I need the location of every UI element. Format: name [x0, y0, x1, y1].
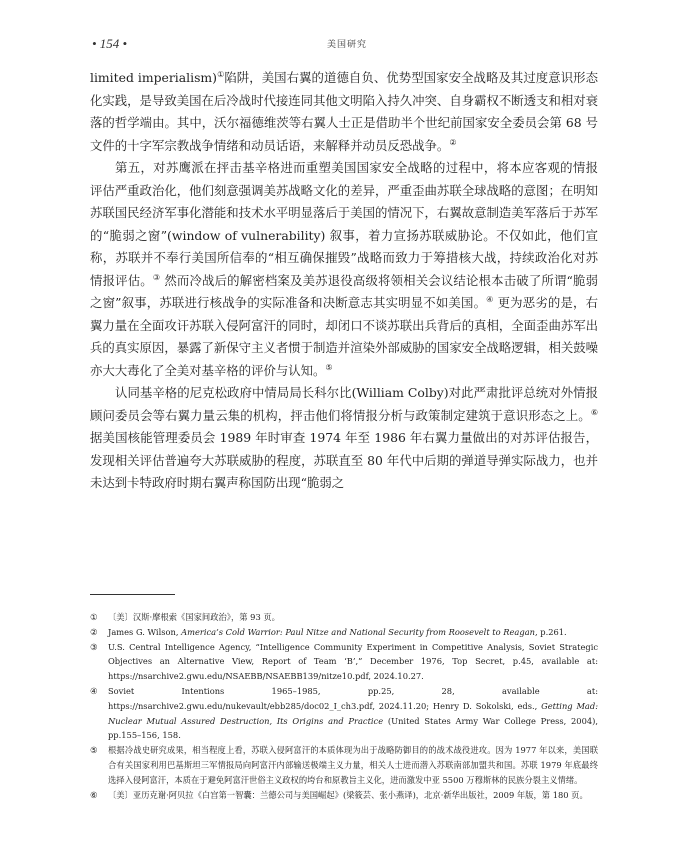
footnotes	[90, 610, 598, 802]
footnote-ref: ④	[486, 295, 494, 304]
footnote	[90, 743, 598, 787]
italic-title: Getting Mad: Nuclear Mutual Assured Destruction, Its Origins and Practice	[108, 700, 598, 726]
text-run: Soviet Intentions 1965–1985, pp.25, 28, available at: https://nsarchive2.gwu.edu/nukevault/ebb285/doc02_I_ch3.pdf, 2024.11.20; Henry D. Sokolski, eds.,	[108, 685, 598, 711]
text-run: U.S. Central Intelligence Agency, “Intelligence Community Experiment in Competitive Analysis, Soviet Strategic Objectives an Alternative View, Report of Team ‘B’,” December 1976, Top Secret, p.45, available at: https://nsarchive2.gwu.edu/NSAEBB/NSAEBB139/nitze10.pdf, 2024.10.27.	[108, 641, 598, 682]
footnote-divider	[90, 594, 175, 595]
footnote-text	[108, 788, 598, 803]
footnote-text	[108, 743, 598, 787]
page-header	[92, 36, 602, 52]
footnote	[90, 610, 598, 625]
footnote-mark: ③	[90, 641, 98, 652]
footnote-text	[108, 640, 598, 684]
text-run: 陷阱，美国右翼的道德自负、优势型国家安全战略及其过度意识形态化实践，是导致美国在后冷战时代接连同其他文明陷入持久冲突、自身霸权不断透支和相对衰落的哲学端由。其中，沃尔福德维茨等右翼人士正是借助半个世纪前国家安全委员会第 68 号文件的十字军宗教战争情绪和动员话语，来解释并动员反恐战争。	[90, 70, 599, 153]
footnote	[90, 625, 598, 640]
text-run: limited imperialism)	[90, 70, 218, 85]
footnote-mark: ②	[90, 626, 98, 637]
footnote	[90, 684, 598, 743]
text-run: 认同基辛格的尼克松政府中情局局长科尔比(William Colby)对此严肃批评总统对外情报顾问委员会等右翼力量云集的机构，抨击他们将情报分析与政策制定建筑于意识形态之上。	[90, 385, 598, 423]
footnote-text	[108, 684, 598, 743]
text-run: 根据冷战史研究成果，相当程度上看，苏联入侵阿富汗的本质体现为出于战略防御目的的战术战役进攻。因为 1977 年以来，美国联合有关国家利用巴基斯坦三军情报局向阿富汗内部输送极端主义力量，相关人士进而潜入苏联南部加盟共和国。苏联 1979 年底最终选择入侵阿富汗，本质在于避免阿富汗世俗主义政权的垮台和原教旨主义化，进而激发中亚 5500 万穆斯林的民族分裂主义情绪。	[108, 745, 598, 785]
text-run: James G. Wilson,	[108, 626, 182, 637]
footnote-ref: ⑥	[590, 407, 598, 417]
text-run: 更为恶劣的是，右翼力量在全面攻讦苏联入侵阿富汗的同时，却闭口不谈苏联出兵背后的真相，全面歪曲苏军出兵的真实原因，暴露了新保守主义者惯于制造并渲染外部威胁的国家安全战略逻辑，相关鼓噪亦大大毒化了全美对基辛格的评价与认知。	[90, 295, 599, 378]
footnote-mark: ⑤	[90, 745, 98, 756]
footnote-ref: ①	[217, 70, 225, 79]
footnote-mark: ④	[90, 685, 98, 696]
text-run: 〔美〕亚历克谢·阿贝拉《白宫第一智囊：兰德公司与美国崛起》(梁筱芸、张小燕译)，北京·新华出版社，2009 年版，第 180 页。	[108, 789, 588, 800]
paragraph	[90, 67, 598, 157]
footnote-mark: ①	[90, 612, 98, 622]
paragraph	[90, 157, 598, 382]
footnote	[90, 788, 598, 803]
footnote-text	[108, 610, 598, 625]
text-run: 第五，对苏鹰派在抨击基辛格进而重塑美国国家安全战略的过程中，将本应客观的情报评估严重政治化，他们刻意强调美苏战略文化的差异，严重歪曲苏联全球战略的意图；在明知苏联国民经济军事化潜能和技术水平明显落后于美国的情况下，右翼故意制造美军落后于苏军的“脆弱之窗”(window of vulnerability) 叙事，着力宣扬苏联威胁论。不仅如此，他们宣称，苏联并不奉行美国所信奉的“相互确保摧毁”战略而致力于筹措核大战，持续政治化对苏情报评估。	[90, 160, 599, 288]
italic-title: America’s Cold Warrior: Paul Nitze and National Security from Roosevelt to Reagan	[181, 626, 535, 637]
footnote-mark: ⑥	[90, 789, 98, 800]
text-run: 然而冷战后的解密档案及美苏退役高级将领相关会议结论根本击破了所谓“脆弱之窗”叙事，苏联进行核战争的实际准备和决断意志其实明显不如美国。	[90, 272, 599, 310]
page-number: • 154 •	[92, 36, 128, 51]
footnote-ref: ③	[152, 272, 161, 282]
text-run: 据美国核能管理委员会 1989 年时审查 1974 年至 1986 年右翼力量做出的对苏评估报告，发现相关评估普遍夸大苏联威胁的程度，苏联直至 80 年代中后期的弹道导弹实际战力，也并未达到卡特政府时期右翼声称国防出现“脆弱之	[90, 430, 598, 490]
footnote-ref: ⑤	[325, 362, 333, 372]
footnote-ref: ②	[449, 137, 457, 147]
paragraph	[90, 382, 598, 495]
text-run: (United States Army War College Press, 2004), pp.155–156, 158.	[108, 715, 599, 741]
main-text	[90, 67, 598, 495]
text-run: 〔美〕汉斯·摩根索《国家间政治》，第 93 页。	[108, 612, 280, 622]
footnote-text	[108, 625, 598, 640]
footnote	[90, 640, 598, 684]
journal-title: 美国研究	[326, 40, 367, 50]
text-run: , p.261.	[534, 626, 567, 637]
